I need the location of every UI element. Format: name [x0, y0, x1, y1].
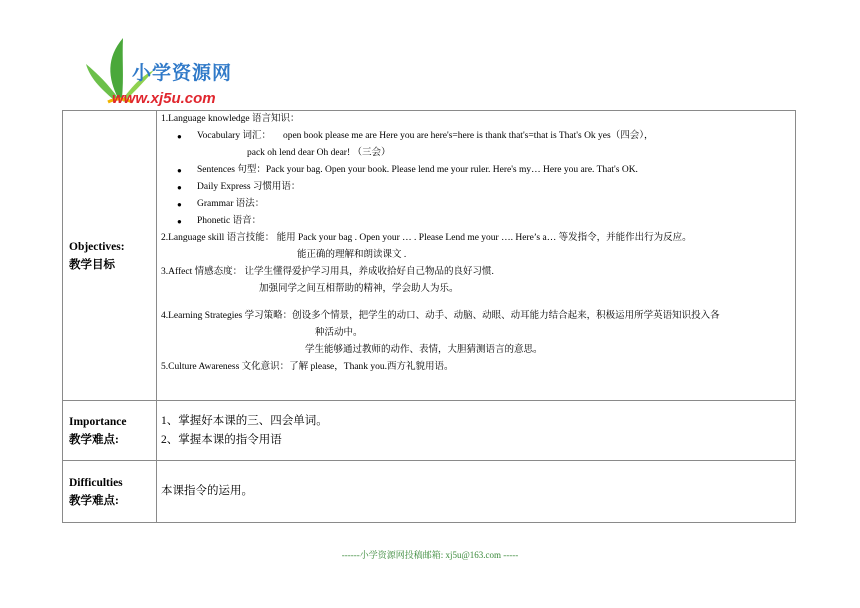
strategies-line: 4.Learning Strategies 学习策略：创设多个情景，把学生的动口、动手、动脑、动眼、动耳能力结合起来，积极运用所学英语知识投入各 [161, 311, 720, 321]
difficulties-content [157, 461, 796, 523]
importance-label-cn: 教学难点: [69, 433, 119, 446]
vocabulary-words: open book please me are Here you are here's=here is thank that's=that is That's Ok yes（四会）， [282, 131, 654, 141]
culture-line: 5.Culture Awareness 文化意识：了解 please，Thank you.西方礼貌用语。 [161, 362, 454, 372]
difficulties-label-cn: 教学难点: [69, 494, 119, 507]
lesson-plan-table [62, 110, 796, 523]
importance-row [63, 401, 796, 461]
vocabulary-label: Vocabulary 词汇： [197, 131, 271, 141]
objectives-label-cn: 教学目标 [69, 258, 115, 271]
objectives-label-en: Objectives: [69, 240, 125, 253]
importance-line-1: 1、掌握好本课的三、四会单词。 [161, 414, 328, 427]
importance-label [63, 401, 157, 461]
objectives-content [157, 111, 796, 401]
affect-line-2: 加强同学之间互相帮助的精神，学会助人为乐。 [259, 284, 459, 294]
difficulties-line-1: 本课指令的运用。 [161, 485, 253, 497]
vocabulary-line [157, 128, 795, 145]
difficulties-label [63, 461, 157, 523]
footer-contact: ------小学资源网投稿邮箱: xj5u@163.com ----- [341, 550, 519, 560]
language-skill-line: 2.Language skill 语言技能： 能用 Pack your bag . Open your … . Please Lend me your …. Here’s a… 等发指令，并能作出行为反应。 [161, 233, 692, 243]
daily-express-line: ● Daily Express 习惯用语： [157, 179, 795, 196]
vocabulary-words-2: pack oh lend dear Oh dear! （三会） [247, 148, 391, 158]
knowledge-title: 1.Language knowledge 语言知识： [161, 114, 300, 124]
language-skill-line-2: 能正确的理解和朗读课文 . [297, 250, 407, 260]
objectives-label [63, 111, 157, 401]
objectives-row [63, 111, 796, 401]
sentences-line: ● Sentences 句型：Pack your bag. Open your book. Please lend me your ruler. Here's my… Here you are. That's OK. [157, 162, 795, 179]
importance-content [157, 401, 796, 461]
grammar-line: ● Grammar 语法： [157, 196, 795, 213]
logo-url[interactable]: www.xj5u.com [112, 90, 216, 107]
importance-line-2: 2、掌握本课的指令用语 [161, 433, 282, 446]
phonetic-line: ● Phonetic 语音： [157, 213, 795, 230]
strategies-line-3: 学生能够通过教师的动作、表情，大胆猜测语言的意思。 [305, 345, 543, 355]
difficulties-row [63, 461, 796, 523]
importance-label-en: Importance [69, 415, 127, 428]
strategies-line-2: 种活动中。 [315, 328, 363, 338]
logo-text: 小学资源网 [132, 62, 233, 84]
affect-line: 3.Affect 情感态度： 让学生懂得爱护学习用具，养成收拾好自己物品的良好习惯. [161, 267, 494, 277]
difficulties-label-en: Difficulties [69, 476, 123, 489]
